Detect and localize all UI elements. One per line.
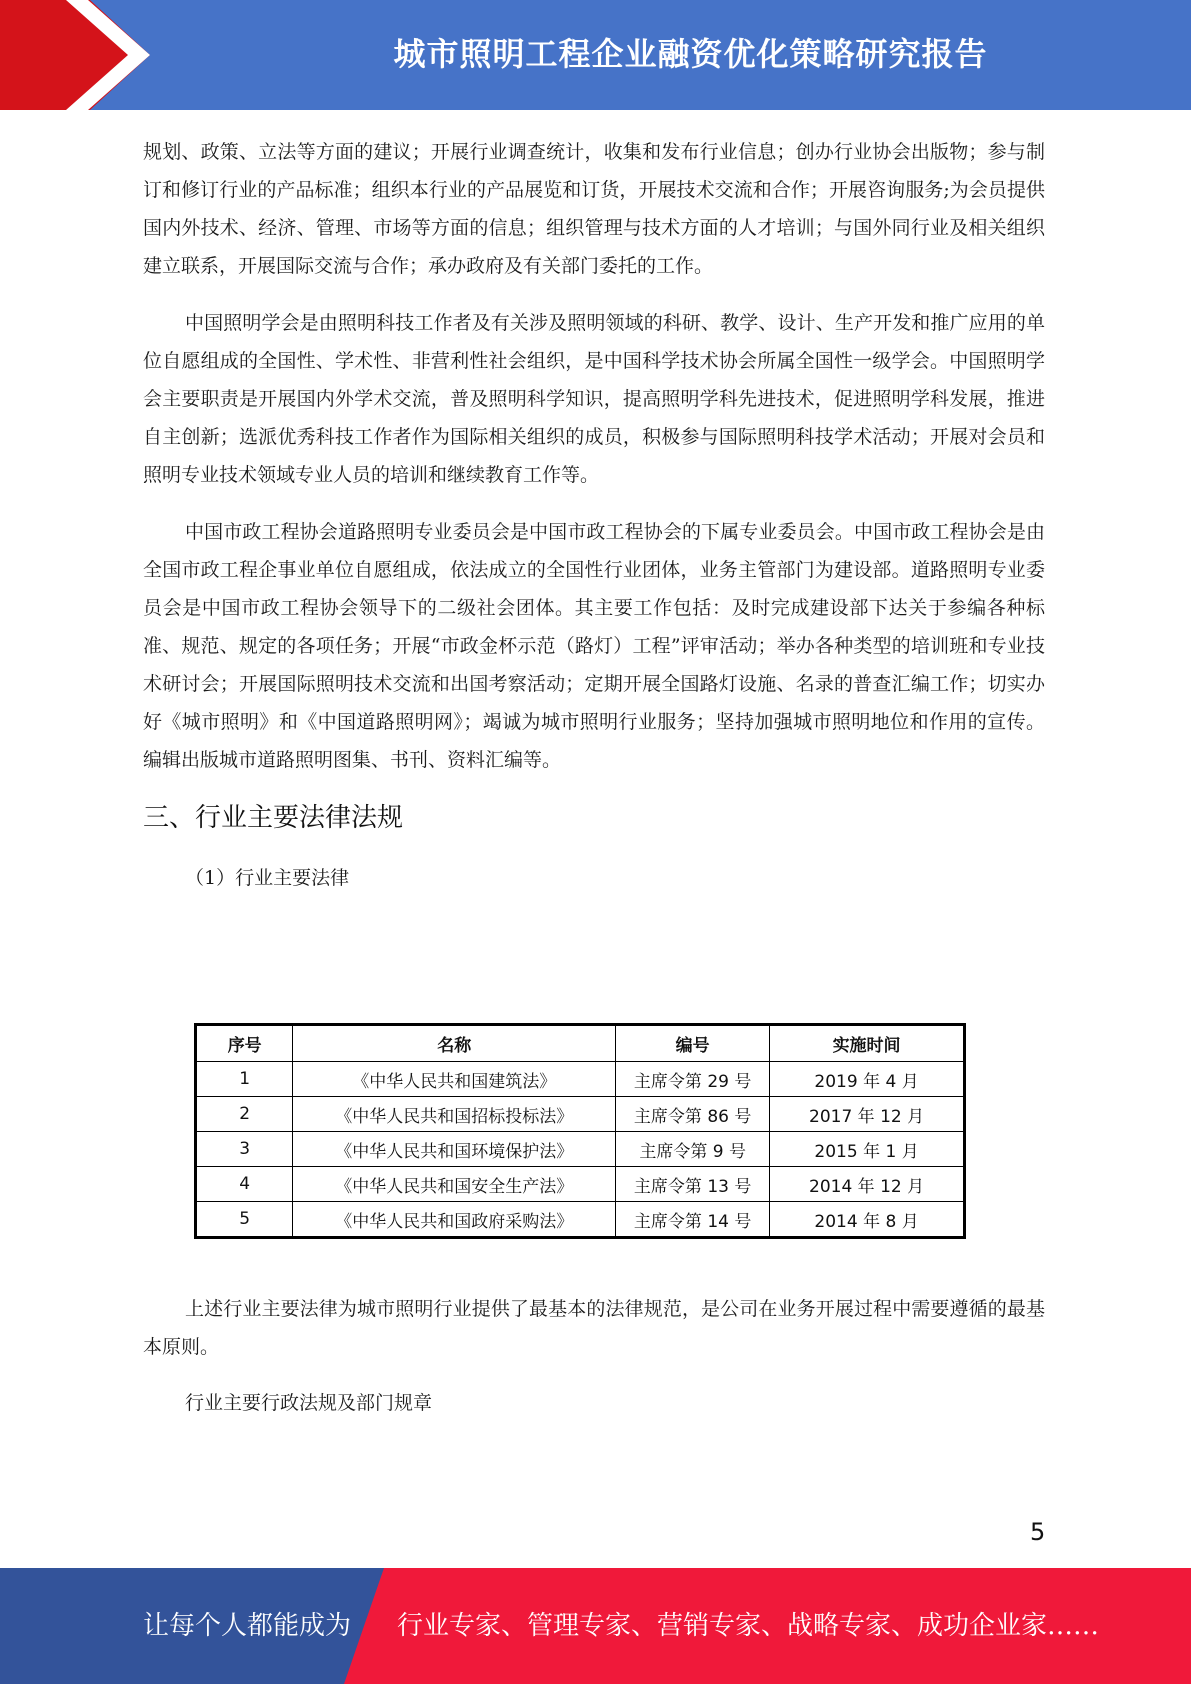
table-row — [196, 1097, 965, 1132]
table-row — [196, 1167, 965, 1202]
header-number: 编号 — [616, 1025, 770, 1062]
header-date: 实施时间 — [770, 1025, 965, 1062]
section-heading: 三、行业主要法律法规 — [143, 803, 404, 833]
table-row — [196, 1062, 965, 1097]
cell-date: 2017 年 12 月 — [770, 1097, 965, 1132]
footer-banner — [0, 1568, 1191, 1684]
header-red-arrow — [0, 0, 150, 110]
cell-seq: 1 — [196, 1062, 293, 1097]
cell-date: 2019 年 4 月 — [770, 1062, 965, 1097]
cell-number: 主席令第 13 号 — [616, 1167, 770, 1202]
footer-slogan-right: 行业专家、管理专家、营销专家、战略专家、成功企业家…… — [397, 1611, 1100, 1641]
report-title: 城市照明工程企业融资优化策略研究报告 — [393, 35, 988, 73]
cell-name: 《中华人民共和国招标投标法》 — [293, 1097, 616, 1132]
cell-seq: 5 — [196, 1202, 293, 1238]
header-seq: 序号 — [196, 1025, 293, 1062]
subheading-regulations: 行业主要行政法规及部门规章 — [185, 1392, 433, 1414]
table-row — [196, 1202, 965, 1238]
cell-number: 主席令第 14 号 — [616, 1202, 770, 1238]
header-banner — [0, 0, 1191, 110]
after-table-content — [143, 1290, 1045, 1421]
page-number: 5 — [1030, 1518, 1046, 1546]
cell-seq: 2 — [196, 1097, 293, 1132]
cell-number: 主席令第 86 号 — [616, 1097, 770, 1132]
cell-date: 2015 年 1 月 — [770, 1132, 965, 1167]
subheading-laws: （1）行业主要法律 — [185, 867, 350, 889]
cell-date: 2014 年 12 月 — [770, 1167, 965, 1202]
paragraph-2: 中国照明学会是由照明科技工作者及有关涉及照明领域的科研、教学、设计、生产开发和推广应用的单位自愿组成的全国性、学术性、非营利性社会组织，是中国科学技术协会所属全国性一级学会。中国照明学会主要职责是开展国内外学术交流，普及照明科学知识，提高照明学科先进技术，促进照明学科发展，推进自主创新；选派优秀科技工作者作为国际相关组织的成员，积极参与国际照明科技学术活动；开展对会员和照明专业技术领域专业人员的培训和继续教育工作等。 — [143, 312, 1045, 486]
cell-number: 主席令第 29 号 — [616, 1062, 770, 1097]
cell-name: 《中华人民共和国环境保护法》 — [293, 1132, 616, 1167]
footer-slogan-left: 让每个人都能成为 — [143, 1611, 352, 1641]
main-content — [143, 133, 1045, 896]
header-name: 名称 — [293, 1025, 616, 1062]
paragraph-3: 中国市政工程协会道路照明专业委员会是中国市政工程协会的下属专业委员会。中国市政工程协会是由全国市政工程企事业单位自愿组成，依法成立的全国性行业团体，业务主管部门为建设部。道路照明专业委员会是中国市政工程协会领导下的二级社会团体。其主要工作包括：及时完成建设部下达关于参编各种标准、规范、规定的各项任务；开展“市政金杯示范（路灯）工程”评审活动；举办各种类型的培训班和专业技术研讨会；开展国际照明技术交流和出国考察活动；定期开展全国路灯设施、名录的普查汇编工作；切实办好《城市照明》和《中国道路照明网》；竭诚为城市照明行业服务；坚持加强城市照明地位和作用的宣传。编辑出版城市道路照明图集、书刊、资料汇编等。 — [143, 521, 1045, 771]
cell-date: 2014 年 8 月 — [770, 1202, 965, 1238]
cell-seq: 3 — [196, 1132, 293, 1167]
summary-paragraph: 上述行业主要法律为城市照明行业提供了最基本的法律规范，是公司在业务开展过程中需要遵循的最基本原则。 — [143, 1298, 1045, 1358]
paragraph-1: 规划、政策、立法等方面的建议；开展行业调查统计，收集和发布行业信息；创办行业协会出版物；参与制订和修订行业的产品标准；组织本行业的产品展览和订货，开展技术交流和合作；开展咨询服务;为会员提供国内外技术、经济、管理、市场等方面的信息；组织管理与技术方面的人才培训；与国外同行业及相关组织建立联系，开展国际交流与合作；承办政府及有关部门委托的工作。 — [143, 141, 1045, 277]
table-row — [196, 1132, 965, 1167]
cell-name: 《中华人民共和国安全生产法》 — [293, 1167, 616, 1202]
cell-number: 主席令第 9 号 — [616, 1132, 770, 1167]
cell-seq: 4 — [196, 1167, 293, 1202]
cell-name: 《中华人民共和国建筑法》 — [293, 1062, 616, 1097]
law-table — [194, 1023, 966, 1239]
table-header-row — [196, 1025, 965, 1062]
cell-name: 《中华人民共和国政府采购法》 — [293, 1202, 616, 1238]
